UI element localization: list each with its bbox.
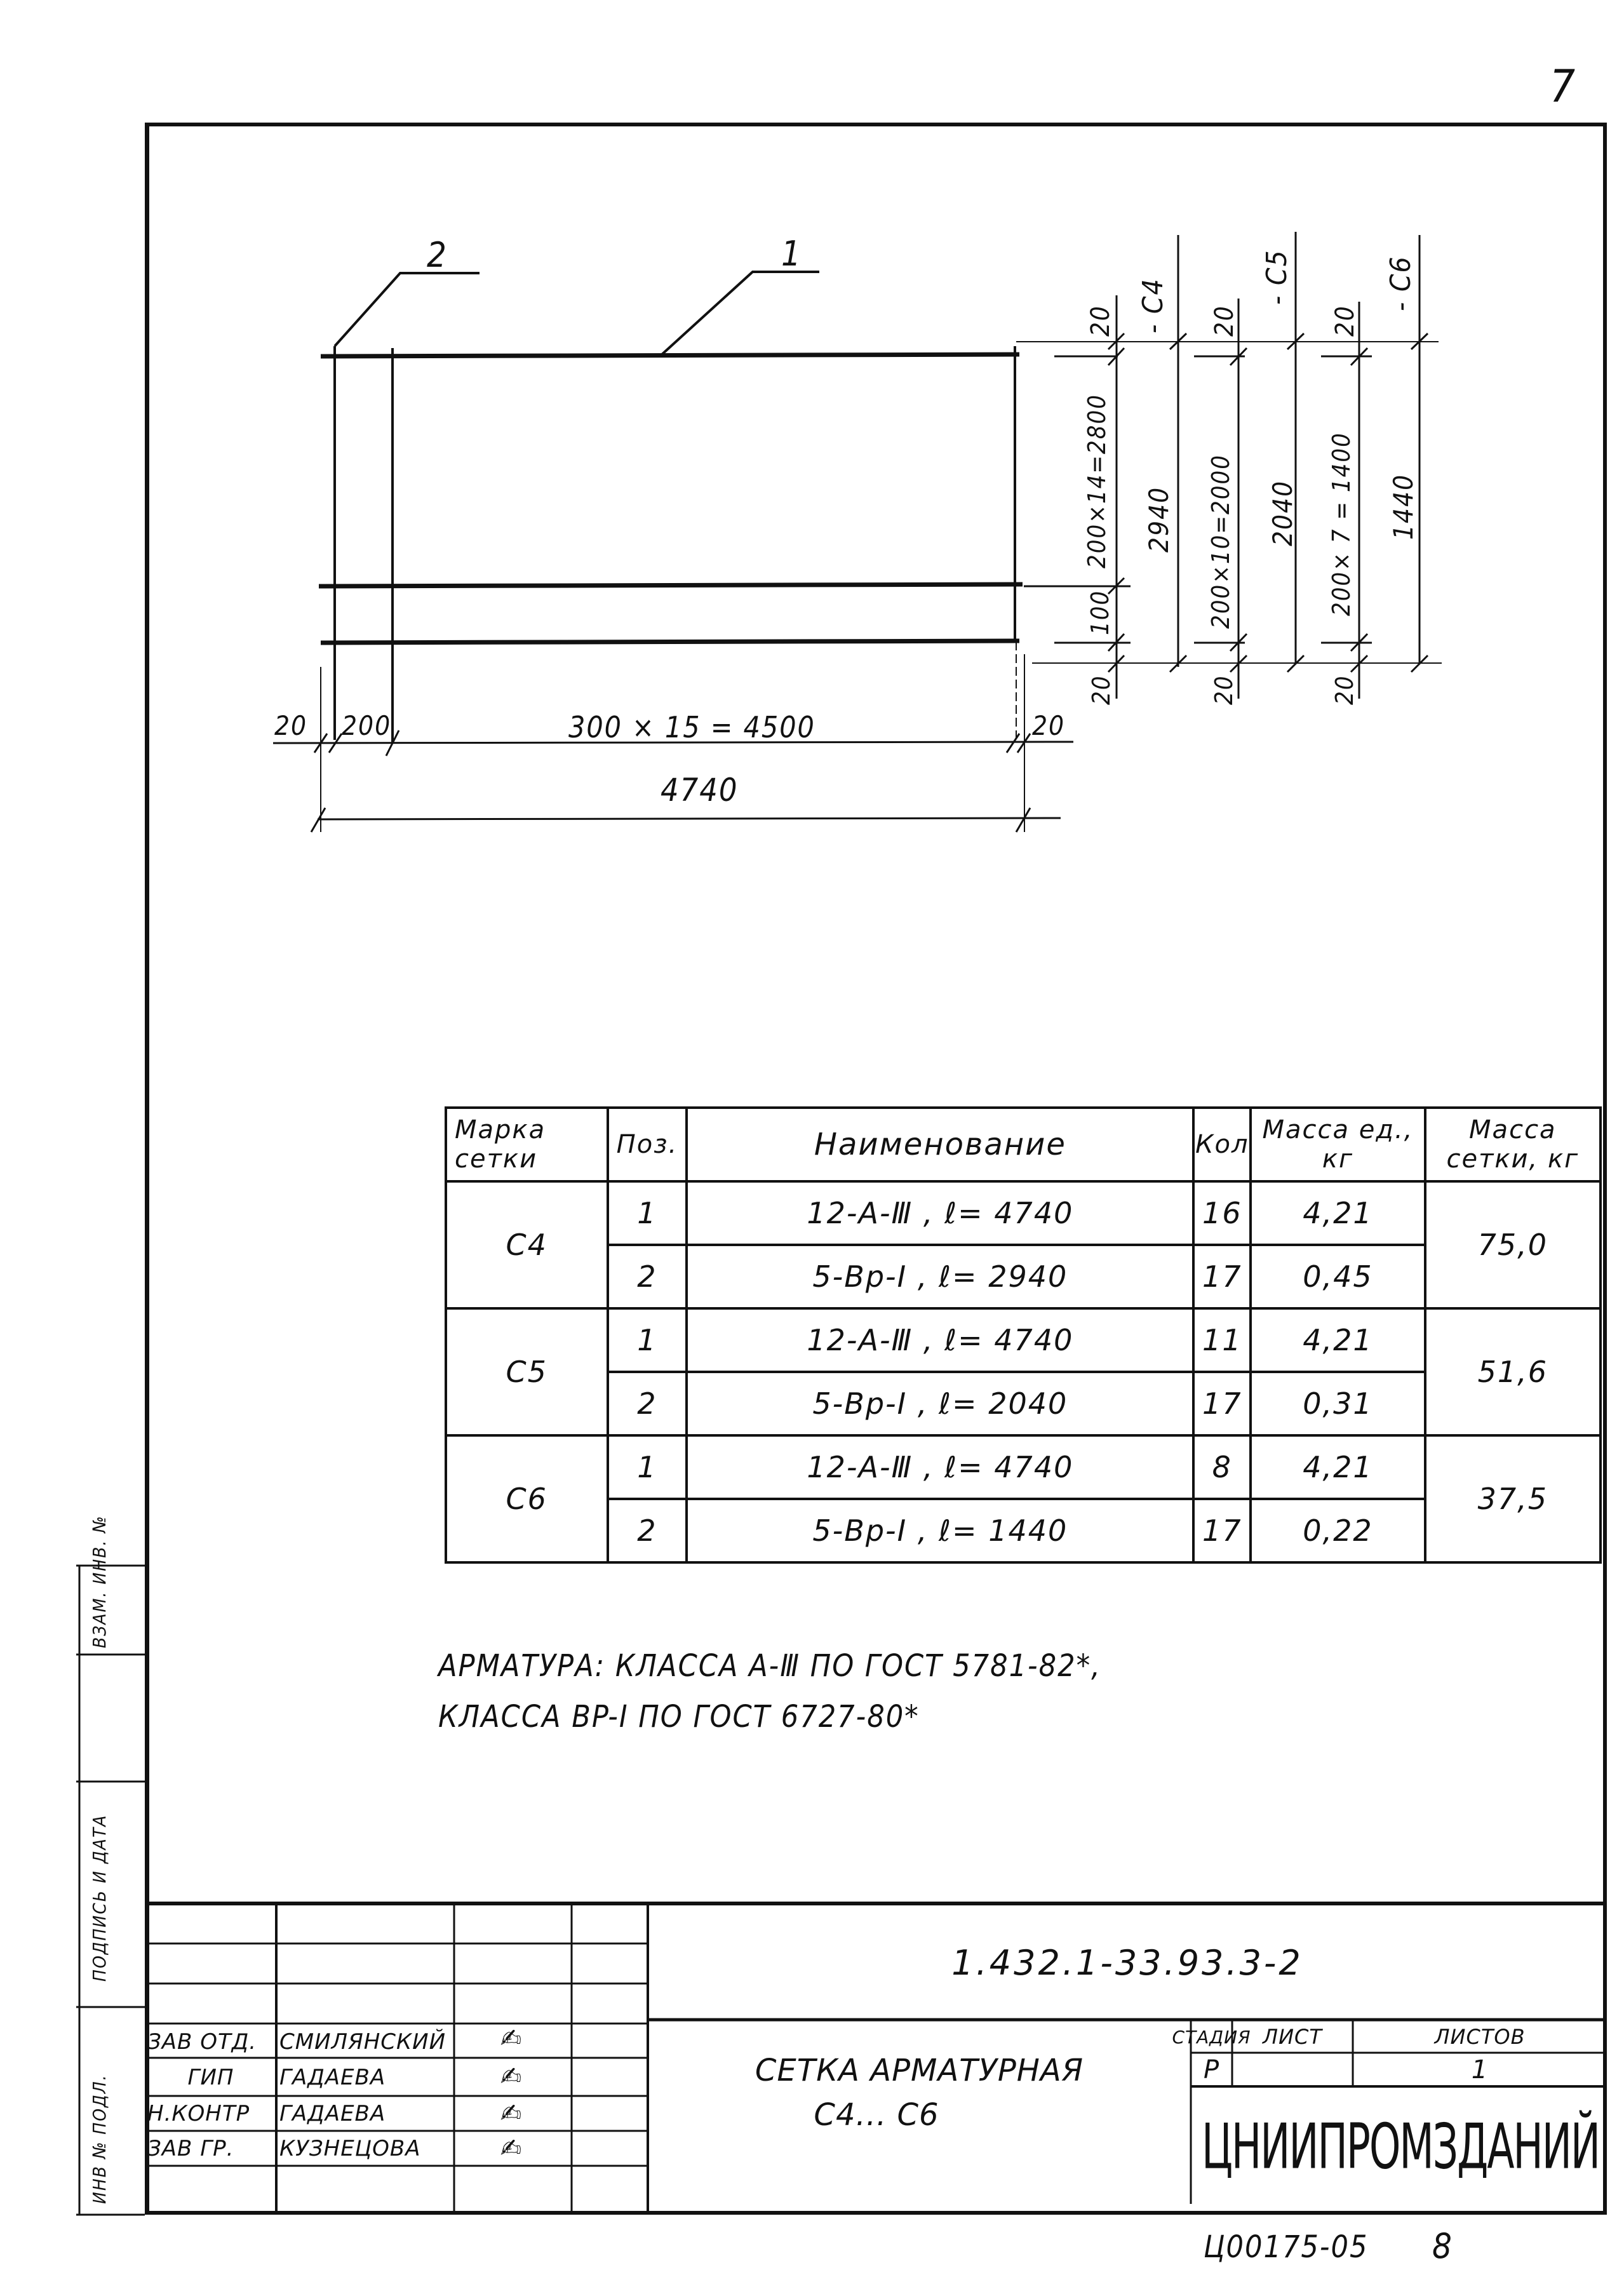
header-name: Наименование [687,1108,1193,1181]
dim-c4-bottom: 20 [1087,675,1115,705]
header-qty: Кол [1193,1108,1251,1181]
cell-mark: С5 [446,1308,608,1435]
dim-c4-mark: - С4 [1137,278,1169,333]
cell-pos: 1 [608,1308,687,1372]
cell-mark: С6 [446,1435,608,1562]
sheet-label: ЛИСТ [1263,2025,1322,2049]
dim-c6-mark: - С6 [1385,255,1417,311]
cell-qty: 16 [1193,1181,1251,1245]
header-unit-mass: Масса ед., кг [1251,1108,1425,1181]
dim-c4-spacing: 200×14=2800 [1083,393,1111,568]
signature-4: ✍ [500,2133,523,2163]
dim-first-spacing: 200 [342,710,392,741]
position-label-2: 2 [427,235,448,275]
cell-qty: 17 [1193,1499,1251,1562]
cell-unit-mass: 4,21 [1251,1181,1425,1245]
sign-name-3: ГАДАЕВА [279,2101,386,2126]
drawing-title-line-2: С4... С6 [814,2097,939,2133]
sign-role-2: ГИП [187,2065,234,2090]
cell-name: 12-A-Ⅲ , ℓ= 4740 [687,1435,1193,1499]
sign-name-1: СМИЛЯНСКИЙ [279,2029,446,2055]
margin-inv-no: ИНВ № ПОДЛ. [89,2074,110,2204]
dim-c5-top: 20 [1210,305,1239,337]
sign-role-1: ЗАВ ОТД. [147,2029,257,2055]
dim-c5-total: 2040 [1267,480,1298,546]
drawing-title-line-1: СЕТКА АРМАТУРНАЯ [755,2053,1084,2088]
cell-unit-mass: 0,31 [1251,1372,1425,1435]
cell-unit-mass: 0,22 [1251,1499,1425,1562]
sign-name-4: КУЗНЕЦОВА [279,2136,421,2161]
dim-c6-total: 1440 [1388,473,1419,540]
signature-2: ✍ [500,2062,523,2091]
cell-mark: С4 [446,1181,608,1308]
cell-pos: 2 [608,1372,687,1435]
cell-pos: 1 [608,1435,687,1499]
note-line-2: КЛАССА BP-I ПО ГОСТ 6727-80* [438,1699,920,1735]
dim-c4-gap: 100 [1086,589,1114,635]
position-label-1: 1 [781,234,802,274]
cell-mesh-mass: 51,6 [1425,1308,1601,1435]
signature-1: ✍ [500,2024,523,2053]
dim-c6-spacing: 200× 7 = 1400 [1327,432,1355,616]
cell-unit-mass: 4,21 [1251,1308,1425,1372]
cell-name: 12-A-Ⅲ , ℓ= 4740 [687,1308,1193,1372]
dim-c4-top: 20 [1086,305,1115,337]
margin-replace-inv: ВЗАМ. ИНВ. № [89,1515,110,1648]
sign-role-4: ЗАВ ГР. [147,2136,234,2161]
cell-name: 5-Bp-I , ℓ= 2940 [687,1245,1193,1308]
dim-c6-bottom: 20 [1331,675,1359,705]
cell-name: 5-Bp-I , ℓ= 1440 [687,1499,1193,1562]
cell-qty: 11 [1193,1308,1251,1372]
archive-code: Ц00175-05 [1204,2229,1369,2265]
dim-c6-top: 20 [1331,305,1360,337]
archive-sheet: 8 [1432,2226,1453,2266]
sign-role-3: Н.КОНТР [147,2101,250,2126]
cell-unit-mass: 4,21 [1251,1435,1425,1499]
header-mark: Марка сетки [446,1108,608,1181]
dim-right-offset: 20 [1032,710,1066,741]
dim-left-offset: 20 [274,710,308,741]
cell-pos: 2 [608,1245,687,1308]
sheets-value: 1 [1471,2055,1489,2085]
dim-spacing: 300 × 15 = 4500 [568,710,815,744]
dim-c5-spacing: 200×10=2000 [1207,453,1235,629]
organization-name: ЦНИИПРОМЗДАНИЙ [1202,2110,1599,2184]
dim-c4-total: 2940 [1143,486,1174,553]
cell-pos: 2 [608,1499,687,1562]
dim-total-length: 4740 [661,772,739,809]
cell-mesh-mass: 37,5 [1425,1435,1601,1562]
note-line-1: АРМАТУРА: КЛАССА A-Ⅲ ПО ГОСТ 5781-82*, [438,1648,1101,1684]
cell-unit-mass: 0,45 [1251,1245,1425,1308]
cell-qty: 17 [1193,1245,1251,1308]
header-mesh-mass: Масса сетки, кг [1425,1108,1601,1181]
cell-name: 12-A-Ⅲ , ℓ= 4740 [687,1181,1193,1245]
cell-name: 5-Bp-I , ℓ= 2040 [687,1372,1193,1435]
dim-c5-mark: - С5 [1261,249,1293,305]
cell-qty: 8 [1193,1435,1251,1499]
signature-3: ✍ [500,2098,523,2128]
sign-name-2: ГАДАЕВА [279,2065,386,2090]
dim-c5-bottom: 20 [1210,675,1238,705]
page-number: 7 [1550,60,1577,112]
stage-label: СТАДИЯ [1172,2026,1251,2048]
cell-qty: 17 [1193,1372,1251,1435]
cell-pos: 1 [608,1181,687,1245]
cell-mesh-mass: 75,0 [1425,1181,1601,1308]
stage-value: Р [1203,2055,1220,2085]
margin-sign-date: ПОДПИСЬ И ДАТА [89,1814,110,1982]
sheets-label: ЛИСТОВ [1434,2025,1526,2049]
header-pos: Поз. [608,1108,687,1181]
document-code: 1.432.1-33.93.3-2 [951,1942,1303,1983]
